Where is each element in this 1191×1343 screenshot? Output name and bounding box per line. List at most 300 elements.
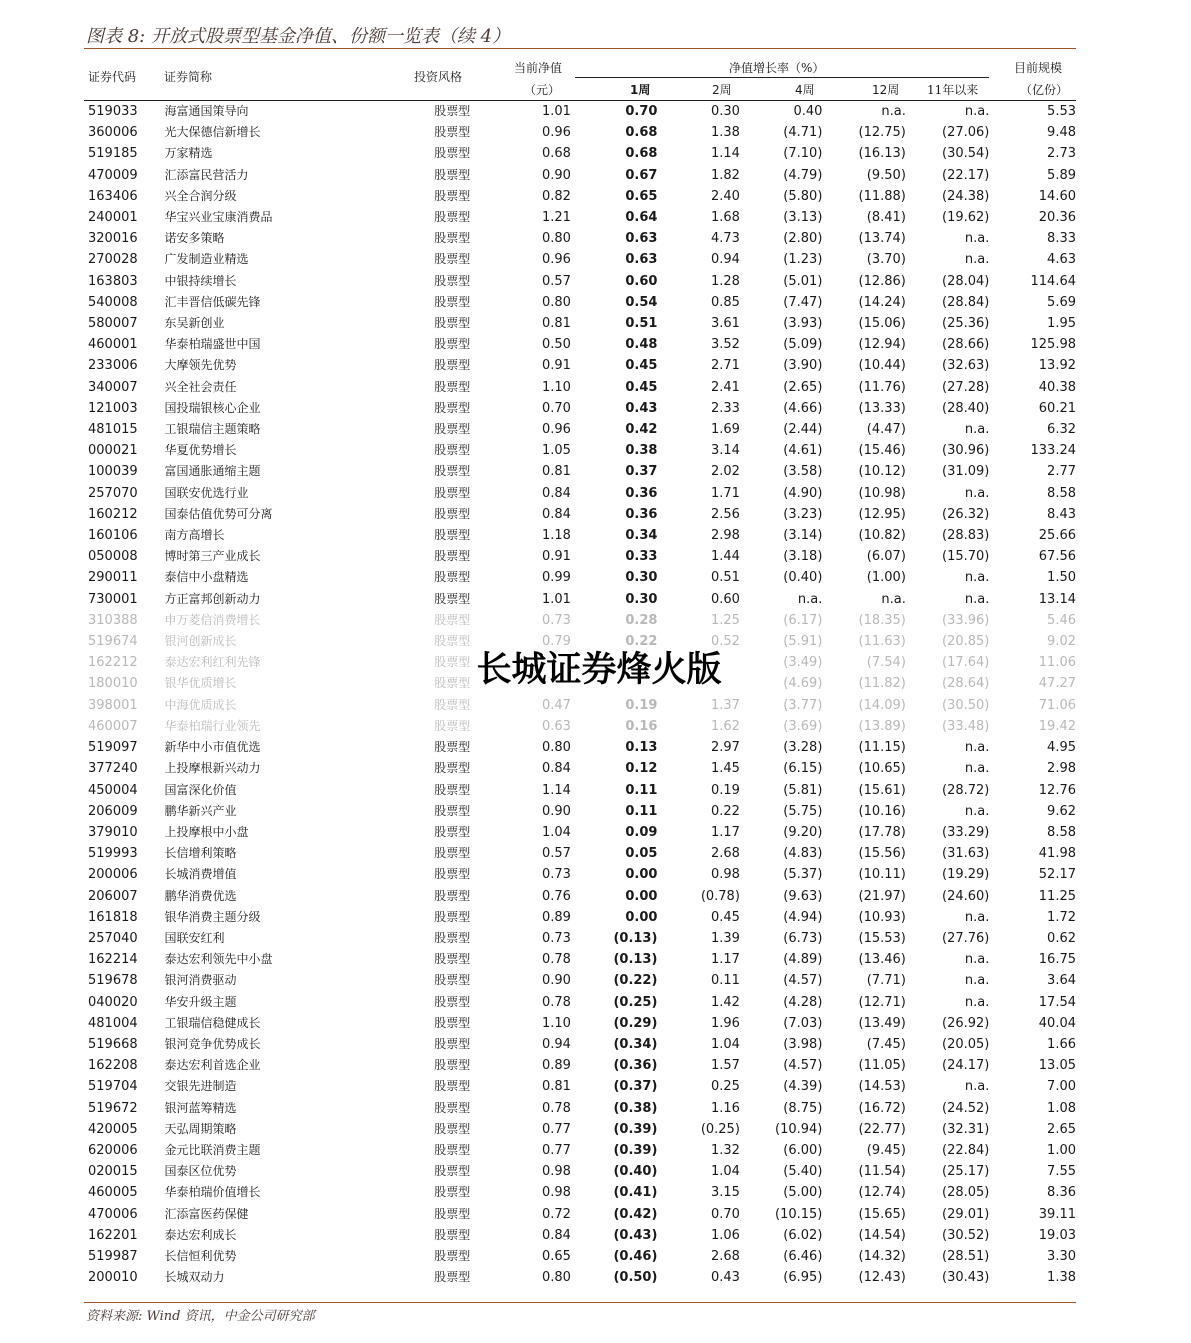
growth-ytd: (27.06) [942, 125, 990, 141]
growth-2w: 0.22 [710, 803, 740, 819]
fund-style: 股票型 [434, 973, 471, 988]
growth-ytd: n.a. [964, 952, 990, 968]
growth-12w: n.a. [881, 591, 906, 607]
growth-1w: (0.43) [613, 1227, 658, 1243]
growth-2w: 3.52 [710, 337, 740, 353]
fund-name: 广发制造业精选 [164, 252, 249, 267]
growth-12w: (11.82) [858, 676, 906, 692]
nav-value: 1.01 [541, 104, 571, 119]
nav-value: 0.84 [541, 1227, 571, 1243]
growth-1w: (0.37) [613, 1079, 658, 1095]
growth-1w: 0.63 [625, 231, 658, 247]
fund-style: 股票型 [434, 358, 471, 373]
growth-1w: 0.11 [625, 782, 658, 798]
growth-1w: 0.48 [625, 337, 658, 353]
fund-name: 银河竞争优势成长 [164, 1036, 261, 1051]
growth-12w: (11.76) [858, 379, 906, 395]
fund-name: 交银先进制造 [164, 1079, 237, 1094]
growth-4w: (6.00) [783, 1142, 823, 1158]
fund-style: 股票型 [434, 952, 471, 967]
growth-1w: 0.60 [625, 273, 658, 289]
fund-style: 股票型 [434, 1270, 471, 1285]
growth-1w: 0.43 [625, 400, 658, 416]
growth-ytd: (26.32) [942, 506, 990, 522]
nav-value: 0.72 [541, 1206, 571, 1222]
fund-style: 股票型 [434, 316, 471, 331]
header-2w: 2周 [712, 83, 732, 97]
growth-4w: (4.69) [783, 676, 823, 692]
fund-name: 华泰柏瑞盛世中国 [164, 337, 261, 352]
growth-ytd: (28.04) [942, 273, 990, 289]
nav-value: 0.80 [541, 294, 571, 310]
fund-scale: 5.89 [1047, 167, 1076, 183]
fund-name: 汇丰晋信低碳先锋 [164, 294, 261, 309]
fund-code: 233006 [88, 358, 138, 374]
growth-1w: 0.65 [625, 188, 658, 204]
fund-style: 股票型 [434, 1185, 471, 1200]
growth-ytd: (27.28) [942, 379, 990, 395]
growth-ytd: (17.64) [942, 655, 990, 671]
growth-12w: (14.24) [858, 294, 906, 310]
nav-value: 1.04 [541, 824, 571, 840]
fund-style: 股票型 [434, 1206, 471, 1221]
growth-2w: 1.14 [710, 146, 740, 162]
fund-name: 华宝兴业宝康消费品 [164, 210, 273, 225]
nav-value: 0.98 [541, 1164, 571, 1180]
nav-value: 0.80 [541, 231, 571, 247]
fund-code: 519097 [88, 740, 138, 756]
growth-12w: (10.93) [858, 909, 906, 925]
growth-1w: (0.29) [613, 1015, 658, 1031]
table-row [84, 483, 1076, 504]
growth-12w: (15.65) [858, 1206, 906, 1222]
growth-4w: (6.17) [783, 612, 823, 628]
growth-ytd: n.a. [964, 1079, 990, 1095]
fund-scale: 1.00 [1047, 1142, 1076, 1158]
nav-value: 0.68 [541, 146, 571, 162]
fund-scale: 125.98 [1030, 337, 1076, 353]
table-row [84, 886, 1076, 907]
growth-12w: (12.74) [858, 1185, 906, 1201]
growth-4w: (5.80) [783, 188, 823, 204]
growth-12w: (22.77) [858, 1121, 906, 1137]
growth-4w: (3.58) [783, 464, 823, 480]
fund-code: 040020 [88, 994, 138, 1010]
growth-1w: 0.64 [625, 210, 658, 226]
growth-4w: (10.94) [775, 1121, 823, 1137]
nav-value: 1.10 [541, 1015, 571, 1031]
growth-ytd: (29.01) [942, 1206, 990, 1222]
growth-1w: 0.68 [625, 146, 658, 162]
nav-value: 0.89 [541, 909, 571, 925]
nav-value: 0.84 [541, 761, 571, 777]
table-row [84, 504, 1076, 525]
growth-2w: 1.68 [710, 210, 740, 226]
fund-scale: 25.66 [1038, 528, 1076, 544]
nav-value: 0.57 [541, 273, 571, 289]
fund-style: 股票型 [434, 846, 471, 861]
fund-name: 兴全社会责任 [164, 379, 237, 394]
table-row [84, 377, 1076, 398]
fund-code: 206009 [88, 803, 138, 819]
nav-value: 1.10 [541, 379, 571, 395]
table-row [84, 419, 1076, 440]
growth-1w: (0.50) [613, 1270, 658, 1286]
fund-scale: 114.64 [1030, 273, 1076, 289]
header-ytd: 11年以来 [927, 83, 979, 97]
growth-12w: (7.54) [866, 655, 906, 671]
growth-2w: 1.04 [710, 1036, 740, 1052]
growth-1w: 0.63 [625, 252, 658, 268]
growth-4w: (4.66) [783, 400, 823, 416]
table-row [84, 780, 1076, 801]
fund-code: 460007 [88, 718, 138, 734]
fund-scale: 5.53 [1047, 104, 1076, 119]
growth-4w: (6.95) [783, 1270, 823, 1286]
fund-scale: 1.50 [1047, 570, 1076, 586]
nav-value: 1.05 [541, 443, 571, 459]
growth-12w: (9.45) [866, 1142, 906, 1158]
growth-4w: (1.23) [783, 252, 823, 268]
fund-name: 海富通国策导向 [164, 104, 249, 118]
growth-ytd: (25.17) [942, 1164, 990, 1180]
fund-style: 股票型 [434, 1164, 471, 1179]
growth-4w: (3.90) [783, 358, 823, 374]
table-row [84, 143, 1076, 164]
table-row [84, 249, 1076, 270]
growth-12w: (10.65) [858, 761, 906, 777]
growth-4w: (5.91) [783, 634, 823, 650]
growth-4w: (4.90) [783, 485, 823, 501]
fund-scale: 1.38 [1047, 1270, 1076, 1286]
fund-name: 华安升级主题 [164, 994, 237, 1009]
fund-style: 股票型 [434, 188, 471, 203]
nav-value: 0.73 [541, 867, 571, 883]
growth-ytd: (19.29) [942, 867, 990, 883]
growth-12w: (15.06) [858, 316, 906, 332]
fund-scale: 12.76 [1038, 782, 1076, 798]
growth-2w: (0.25) [700, 1121, 740, 1137]
fund-scale: 39.11 [1038, 1206, 1076, 1222]
fund-scale: 13.92 [1038, 358, 1076, 374]
growth-2w: 0.98 [710, 867, 740, 883]
fund-code: 162214 [88, 952, 138, 968]
growth-4w: (5.37) [783, 867, 823, 883]
fund-style: 股票型 [434, 125, 471, 140]
fund-code: 257070 [88, 485, 138, 501]
growth-1w: (0.25) [613, 994, 658, 1010]
growth-1w: 0.68 [625, 125, 658, 141]
nav-value: 0.98 [541, 1185, 571, 1201]
fund-style: 股票型 [434, 1079, 471, 1094]
growth-ytd: (28.66) [942, 337, 990, 353]
growth-1w: 0.16 [625, 718, 658, 734]
growth-ytd: (31.63) [942, 846, 990, 862]
fund-code: 519987 [88, 1248, 138, 1264]
growth-12w: (16.72) [858, 1100, 906, 1116]
growth-1w: (0.13) [613, 952, 658, 968]
fund-scale: 20.36 [1038, 210, 1076, 226]
growth-4w: (5.81) [783, 782, 823, 798]
table-row [84, 1225, 1076, 1246]
fund-style: 股票型 [434, 273, 471, 288]
fund-scale: 2.65 [1047, 1121, 1076, 1137]
fund-code: 160212 [88, 506, 138, 522]
fund-style: 股票型 [434, 909, 471, 924]
fund-scale: 1.08 [1047, 1100, 1076, 1116]
fund-code: 540008 [88, 294, 138, 310]
growth-2w: 1.82 [710, 167, 740, 183]
fund-code: 730001 [88, 591, 138, 607]
fund-code: 519185 [88, 146, 138, 162]
fund-name: 大摩领先优势 [164, 358, 237, 373]
fund-style: 股票型 [434, 337, 471, 352]
growth-1w: 0.54 [625, 294, 658, 310]
growth-ytd: n.a. [964, 422, 990, 438]
growth-12w: (13.89) [858, 718, 906, 734]
growth-2w: 1.06 [710, 1227, 740, 1243]
growth-2w: 1.37 [710, 697, 740, 713]
fund-name: 长信恒利优势 [164, 1248, 237, 1263]
fund-style: 股票型 [434, 1058, 471, 1073]
table-row [84, 1076, 1076, 1097]
table-row [84, 101, 1076, 122]
table-row [84, 313, 1076, 334]
growth-2w: 2.33 [710, 400, 740, 416]
title-rule [84, 48, 1076, 49]
fund-style: 股票型 [434, 252, 471, 267]
growth-4w: (4.57) [783, 973, 823, 989]
growth-4w: (6.73) [783, 930, 823, 946]
nav-value: 0.99 [541, 570, 571, 586]
growth-4w: (3.93) [783, 316, 823, 332]
growth-12w: (10.44) [858, 358, 906, 374]
table-row [84, 1034, 1076, 1055]
fund-style: 股票型 [434, 761, 471, 776]
nav-value: 0.81 [541, 316, 571, 332]
fund-name: 东吴新创业 [164, 316, 225, 331]
fund-style: 股票型 [434, 634, 471, 649]
fund-name: 国联安优选行业 [164, 485, 249, 500]
growth-1w: 0.67 [625, 167, 658, 183]
growth-ytd: n.a. [964, 570, 990, 586]
growth-4w: (4.79) [783, 167, 823, 183]
fund-style: 股票型 [434, 379, 471, 394]
table-row [84, 525, 1076, 546]
growth-2w: 1.45 [710, 761, 740, 777]
header-code: 证券代码 [88, 70, 137, 84]
fund-name: 国富深化价值 [164, 782, 237, 797]
fund-scale: 13.05 [1038, 1058, 1076, 1074]
fund-code: 519668 [88, 1036, 138, 1052]
fund-name: 光大保德信新增长 [164, 125, 261, 140]
growth-1w: 0.45 [625, 358, 658, 374]
fund-code: 519678 [88, 973, 138, 989]
nav-value: 0.96 [541, 422, 571, 438]
growth-2w: 0.70 [710, 1206, 740, 1222]
growth-1w: 0.36 [625, 485, 658, 501]
growth-ytd: (28.64) [942, 676, 990, 692]
fund-style: 股票型 [434, 1036, 471, 1051]
fund-style: 股票型 [434, 464, 471, 479]
growth-12w: (14.54) [858, 1227, 906, 1243]
fund-code: 379010 [88, 824, 138, 840]
fund-name: 泰达宏利领先中小盘 [164, 952, 273, 967]
growth-2w: 0.11 [710, 973, 740, 989]
growth-4w: (7.10) [783, 146, 823, 162]
nav-value: 0.63 [541, 718, 571, 734]
growth-2w: 1.38 [710, 125, 740, 141]
growth-ytd: (30.52) [942, 1227, 990, 1243]
fund-scale: 41.98 [1038, 846, 1076, 862]
nav-value: 0.94 [541, 1036, 571, 1052]
growth-12w: (12.75) [858, 125, 906, 141]
fund-name: 泰达宏利首选企业 [164, 1058, 261, 1073]
header-nav-unit: （元） [524, 83, 561, 97]
fund-style: 股票型 [434, 1015, 471, 1030]
table-row [84, 440, 1076, 461]
fund-code: 162208 [88, 1058, 138, 1074]
fund-code: 519674 [88, 634, 138, 650]
growth-ytd: (30.54) [942, 146, 990, 162]
growth-ytd: (28.51) [942, 1248, 990, 1264]
growth-12w: (10.82) [858, 528, 906, 544]
fund-name: 华泰柏瑞行业领先 [164, 718, 261, 733]
fund-name: 富国通胀通缩主题 [164, 464, 261, 479]
fund-style: 股票型 [434, 612, 471, 627]
growth-12w: (11.05) [858, 1058, 906, 1074]
table-row [84, 334, 1076, 355]
growth-12w: (14.09) [858, 697, 906, 713]
fund-code: 163406 [88, 188, 138, 204]
fund-style: 股票型 [434, 591, 471, 606]
fund-name: 银河蓝筹精选 [164, 1100, 237, 1115]
growth-4w: (7.03) [783, 1015, 823, 1031]
fund-scale: 11.06 [1038, 655, 1076, 671]
growth-2w: 1.42 [710, 994, 740, 1010]
growth-ytd: (22.84) [942, 1142, 990, 1158]
growth-4w: (4.71) [783, 125, 823, 141]
fund-style: 股票型 [434, 718, 471, 733]
growth-2w: 2.41 [710, 379, 740, 395]
fund-name: 泰信中小盘精选 [164, 570, 249, 585]
growth-12w: n.a. [881, 104, 906, 119]
fund-scale: 1.95 [1047, 316, 1076, 332]
fund-scale: 67.56 [1038, 549, 1076, 565]
growth-12w: (1.00) [866, 570, 906, 586]
fund-style: 股票型 [434, 930, 471, 945]
growth-12w: (9.50) [866, 167, 906, 183]
growth-ytd: n.a. [964, 485, 990, 501]
growth-4w: (4.28) [783, 994, 823, 1010]
growth-ytd: (24.52) [942, 1100, 990, 1116]
growth-4w: (2.44) [783, 422, 823, 438]
table-row [84, 1267, 1076, 1288]
source-note: 资料来源: Wind 资讯，中金公司研究部 [86, 1309, 315, 1324]
fund-code: 257040 [88, 930, 138, 946]
nav-value: 0.81 [541, 1079, 571, 1095]
growth-1w: (0.41) [613, 1185, 658, 1201]
fund-name: 方正富邦创新动力 [164, 591, 261, 606]
nav-value: 0.70 [541, 400, 571, 416]
growth-ytd: (33.48) [942, 718, 990, 734]
fund-style: 股票型 [434, 210, 471, 225]
growth-1w: 0.12 [625, 761, 658, 777]
fund-scale: 1.66 [1047, 1036, 1076, 1052]
fund-code: 580007 [88, 316, 138, 332]
growth-2w: 2.40 [710, 188, 740, 204]
growth-ytd: (27.76) [942, 930, 990, 946]
fund-style: 股票型 [434, 1100, 471, 1115]
fund-name: 鹏华消费优选 [164, 888, 237, 903]
table-row [84, 737, 1076, 758]
fund-table [84, 101, 1076, 1288]
fund-style: 股票型 [434, 994, 471, 1009]
growth-ytd: n.a. [964, 994, 990, 1010]
header-name: 证券简称 [164, 70, 213, 84]
growth-1w: (0.39) [613, 1121, 658, 1137]
fund-name: 国联安红利 [164, 930, 225, 945]
fund-code: 360006 [88, 125, 138, 141]
fund-scale: 2.98 [1047, 761, 1076, 777]
growth-2w: 3.14 [710, 443, 740, 459]
table-row [84, 1204, 1076, 1225]
fund-style: 股票型 [434, 697, 471, 712]
fund-style: 股票型 [434, 485, 471, 500]
fund-scale: 9.02 [1047, 634, 1076, 650]
fund-scale: 8.43 [1047, 506, 1076, 522]
growth-12w: (10.11) [858, 867, 906, 883]
table-row [84, 1161, 1076, 1182]
growth-4w: (4.83) [783, 846, 823, 862]
fund-code: 519704 [88, 1079, 138, 1095]
growth-ytd: (24.60) [942, 888, 990, 904]
fund-scale: 8.58 [1047, 485, 1076, 501]
growth-12w: (13.33) [858, 400, 906, 416]
nav-value: 0.80 [541, 1270, 571, 1286]
growth-1w: 0.42 [625, 422, 658, 438]
fund-style: 股票型 [434, 655, 471, 670]
growth-2w: 1.44 [710, 549, 740, 565]
growth-1w: 0.34 [625, 528, 658, 544]
growth-12w: (8.41) [866, 210, 906, 226]
fund-scale: 9.62 [1047, 803, 1076, 819]
table-row [84, 907, 1076, 928]
growth-2w: 2.56 [710, 506, 740, 522]
fund-name: 南方高增长 [164, 528, 225, 543]
growth-12w: (12.86) [858, 273, 906, 289]
growth-ytd: (30.43) [942, 1270, 990, 1286]
fund-code: 240001 [88, 210, 138, 226]
fund-style: 股票型 [434, 146, 471, 161]
fund-style: 股票型 [434, 888, 471, 903]
nav-value: 0.77 [541, 1121, 571, 1137]
table-row [84, 1119, 1076, 1140]
nav-value: 0.73 [541, 930, 571, 946]
growth-12w: (14.53) [858, 1079, 906, 1095]
fund-code: 620006 [88, 1142, 138, 1158]
growth-4w: (7.47) [783, 294, 823, 310]
fund-scale: 4.95 [1047, 740, 1076, 756]
nav-value: 0.90 [541, 973, 571, 989]
growth-1w: 0.30 [625, 591, 658, 607]
growth-4w: (3.23) [783, 506, 823, 522]
fund-scale: 0.62 [1047, 930, 1076, 946]
growth-1w: 0.22 [625, 634, 658, 650]
fund-scale: 7.55 [1047, 1164, 1076, 1180]
growth-4w: (5.09) [783, 337, 823, 353]
growth-12w: (21.97) [858, 888, 906, 904]
